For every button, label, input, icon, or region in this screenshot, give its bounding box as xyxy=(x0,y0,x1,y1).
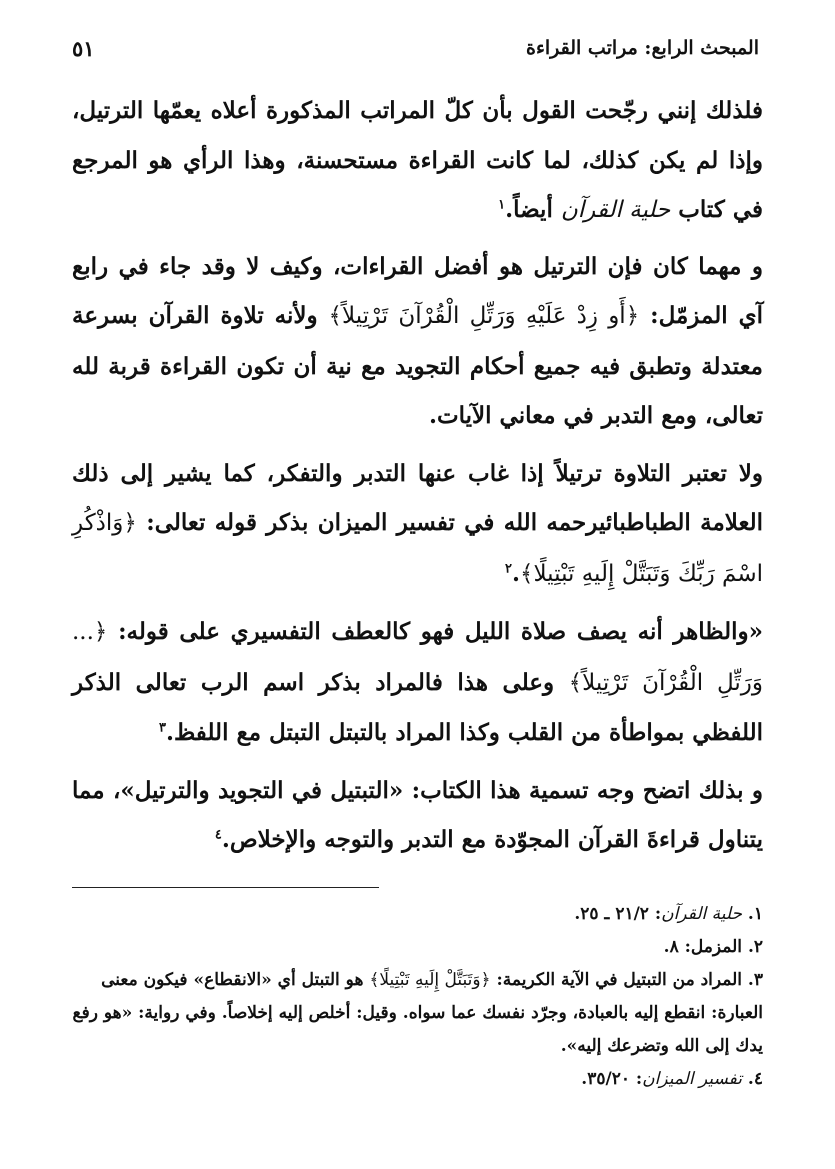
footnote-4-book: تفسير الميزان xyxy=(642,1069,743,1089)
footnote-2: ٢. المزمل: ٨. xyxy=(663,937,763,957)
paragraph-2-text-end: ولأنه تلاوة القرآن بسرعة معتدلة وتطبق فيه جميع أحكام التجويد مع نية أن تكون القراءة قربة لله تعالى، ومع التدبر في معاني الآيات. xyxy=(72,302,763,429)
footnote-marker-2: ٢ xyxy=(504,560,512,576)
footnote-1-book: حلية القرآن xyxy=(661,904,743,924)
paragraph-2 xyxy=(72,242,763,441)
footnote-marker-3: ٣ xyxy=(158,720,166,736)
footnote-1-number: ١. xyxy=(742,904,763,924)
quran-verse-1: ﴿أَو زِدْ عَلَيْهِ وَرَتِّلِ الْقُرْآنَ تَرْتِيلاً﴾ xyxy=(328,303,640,329)
footnote-4 xyxy=(72,1063,763,1096)
main-text xyxy=(72,86,763,873)
footnote-divider xyxy=(72,887,379,888)
paragraph-1-text: فلذلك إنني رجّحت القول بأن كلّ المراتب المذكورة أعلاه يعمّها الترتيل، وإذا لم يكن كذلك، لما كانت القراءة مستحسنة، وهذا الرأي هو المرجع في كتاب xyxy=(72,97,763,223)
quran-verse-3: ﴿... وَرَتِّلِ الْقُرْآنَ تَرْتِيلاً﴾ xyxy=(72,619,764,696)
paragraph-2-text: و مهما كان فإن الترتيل هو أفضل القراءات، وكيف لا وقد جاء في رابع آي المزمّل: xyxy=(72,252,763,329)
book-title-reference: حلية القرآن xyxy=(560,197,671,223)
footnote-1 xyxy=(72,898,763,931)
page-number: ٥١ xyxy=(72,35,95,61)
footnote-marker-4: ٤ xyxy=(214,827,222,843)
footnote-4-ref: : ٣٥/٢٠. xyxy=(581,1069,643,1089)
paragraph-3-text-end: . xyxy=(511,559,520,587)
paragraph-3-text: ولا تعتبر التلاوة ترتيلاً إذا غاب عنها التدبر والتفكر، كما يشير إلى ذلك العلامة الطباطبائيرحمه الله في تفسير الميزان بذكر قوله تعالى: xyxy=(72,459,763,536)
paragraph-1-text-end: أيضاً. xyxy=(505,196,561,223)
paragraph-1 xyxy=(72,86,763,236)
footnotes xyxy=(72,898,763,1096)
quran-verse-2: ﴿وَاذْكُرِ اسْمَ رَبِّكَ وَتَبَتَّلْ إِلَيهِ تَبْتِيلًا﴾ xyxy=(72,510,763,587)
running-header xyxy=(72,30,759,66)
paragraph-3 xyxy=(72,449,763,600)
paragraph-4-text: «والظاهر أنه يصف صلاة الليل فهو كالعطف التفسيري على قوله: xyxy=(107,618,763,645)
footnote-3 xyxy=(72,964,763,1063)
chapter-title: المبحث الرابع: مراتب القراءة xyxy=(525,37,759,59)
footnote-4-number: ٤. xyxy=(742,1069,763,1089)
footnote-1-ref: : ٢١/٢ ـ ٢٥. xyxy=(574,904,662,924)
footnote-3-verse: ﴿وَتَبَتَّلْ إِلَيهِ تَبْتِيلًا﴾ xyxy=(369,970,491,990)
footnote-marker-1: ١ xyxy=(498,197,506,213)
paragraph-5-text: و بذلك اتضح وجه تسمية هذا الكتاب: «التبتيل في التجويد والترتيل»، مما يتناول قراءةَ القرآن المجوّدة مع التدبر والتوجه والإخلاص. xyxy=(72,776,763,853)
paragraph-4 xyxy=(72,607,763,758)
footnote-3-text: ٣. المراد من التبتيل في الآية الكريمة: xyxy=(490,970,763,990)
footnote-3-text-end: هو التبتل أي «الانقطاع» فيكون معنى العبارة: انقطع إليه بالعبادة، وجرّد نفسك عما سواه. وقيل: أخلص إليه إخلاصاً. وفي رواية: «هو رفع يدك إلى الله وتضرعك إليه». xyxy=(72,970,763,1056)
paragraph-5 xyxy=(72,766,763,865)
paragraph-4-text-end: وعلى هذا فالمراد بذكر اسم الرب تعالى الذكر اللفظي بمواطأة من القلب وكذا المراد بالتبتل التبتل مع اللفظ. xyxy=(72,668,763,746)
